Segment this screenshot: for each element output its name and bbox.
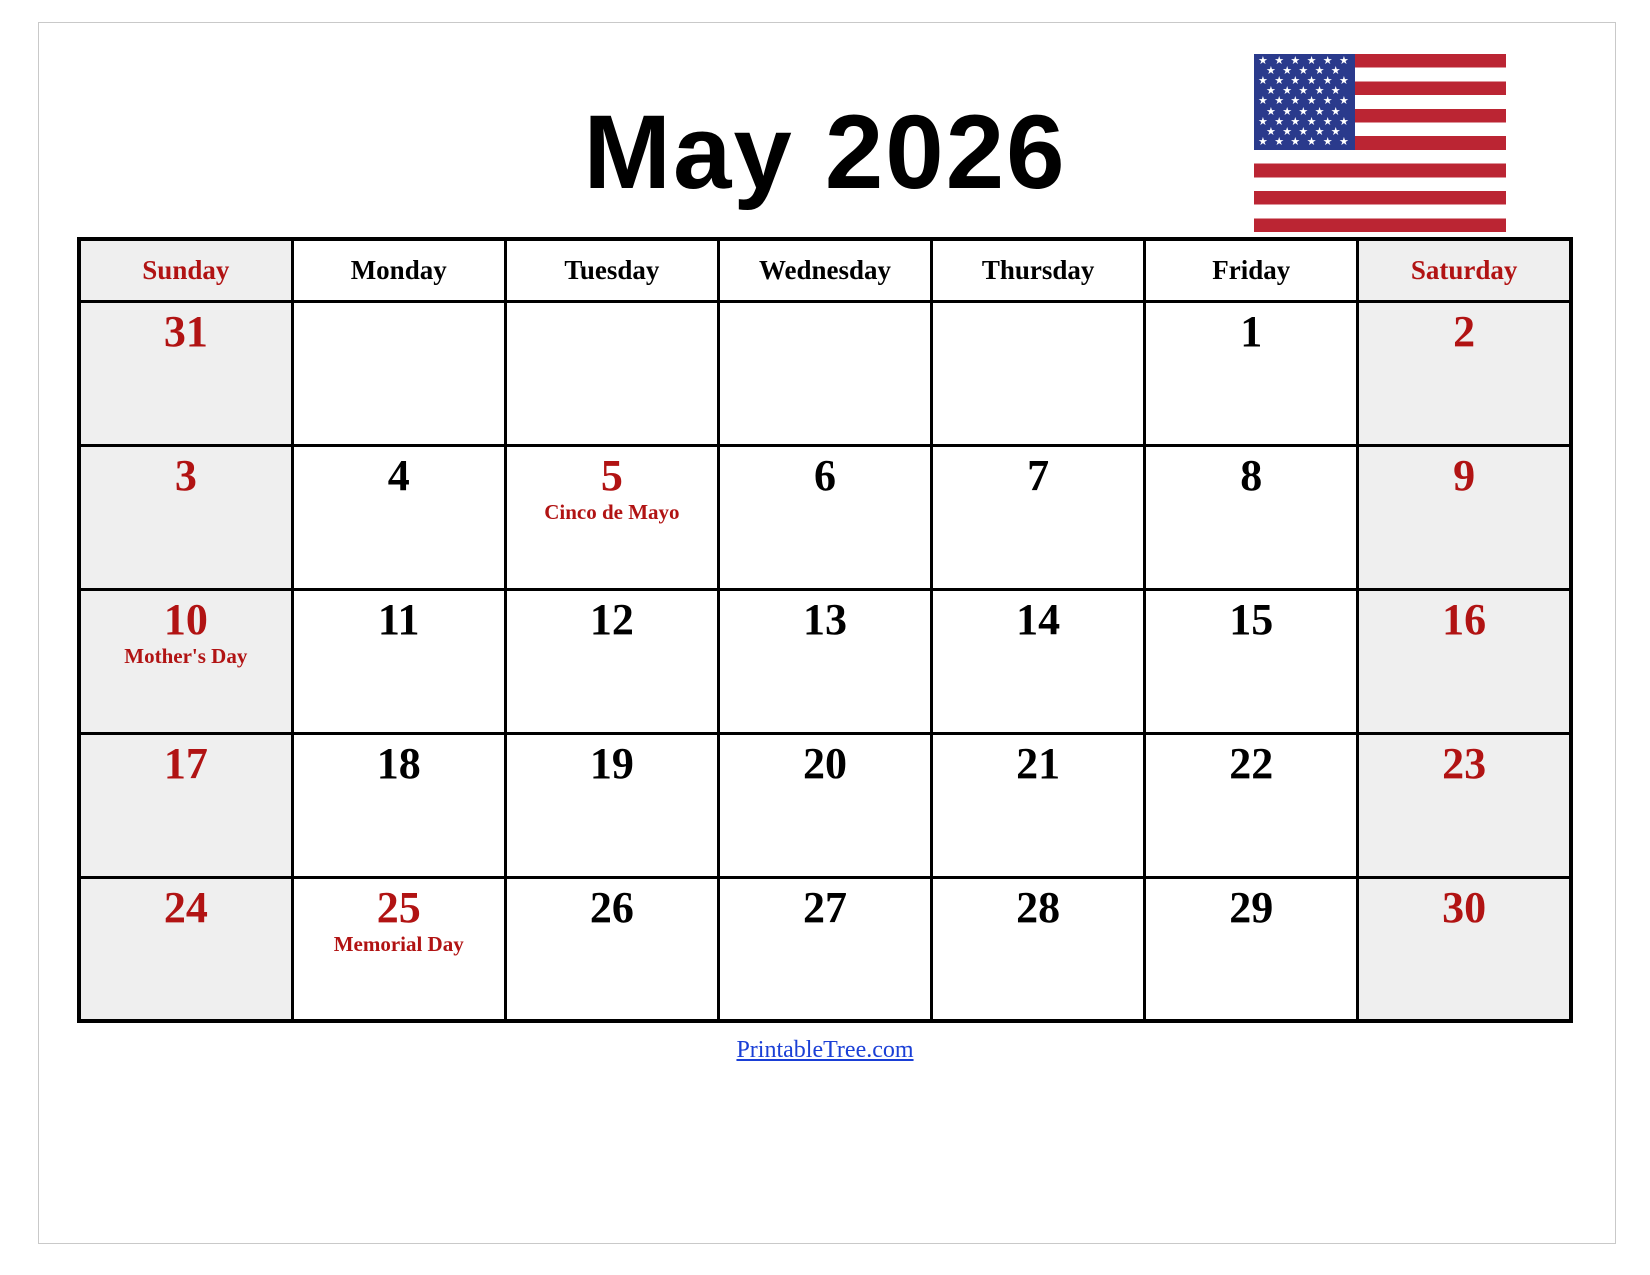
day-number: 10: [163, 594, 208, 644]
day-number: 22: [1229, 738, 1274, 788]
day-number: 12: [589, 594, 634, 644]
weekday-header-monday: Monday: [292, 239, 505, 301]
holiday-label: Cinco de Mayo: [544, 499, 680, 524]
calendar-week-row: [79, 877, 1571, 1021]
day-number: 20: [802, 738, 847, 788]
calendar-day-cell[interactable]: [292, 445, 505, 589]
day-number: 11: [377, 594, 420, 644]
calendar-day-cell[interactable]: [1358, 445, 1571, 589]
calendar-day-cell[interactable]: [718, 733, 931, 877]
weekday-header-wednesday: Wednesday: [718, 239, 931, 301]
calendar-day-cell[interactable]: [1358, 733, 1571, 877]
calendar-week-row: [79, 589, 1571, 733]
calendar-day-cell[interactable]: [718, 589, 931, 733]
day-number: 23: [1442, 738, 1487, 788]
page-title: May 2026: [583, 94, 1067, 211]
calendar-day-cell[interactable]: [292, 733, 505, 877]
calendar-day-cell[interactable]: [1145, 733, 1358, 877]
day-number: 24: [163, 882, 208, 932]
printabletree-link[interactable]: PrintableTree.com: [736, 1037, 914, 1063]
calendar-day-cell[interactable]: [1358, 301, 1571, 445]
day-number: 29: [1229, 882, 1274, 932]
weekday-header-sunday: Sunday: [79, 239, 292, 301]
calendar-day-cell[interactable]: [505, 301, 718, 445]
day-number: 25: [376, 882, 421, 932]
calendar-week-row: [79, 445, 1571, 589]
footer: [28, 1037, 1622, 1064]
weekday-header-friday: Friday: [1145, 239, 1358, 301]
day-number: 7: [1027, 450, 1050, 500]
day-number: 16: [1442, 594, 1487, 644]
day-number: 26: [589, 882, 634, 932]
day-number: 31: [163, 306, 208, 356]
calendar-day-cell[interactable]: [292, 589, 505, 733]
calendar-day-cell[interactable]: [718, 445, 931, 589]
day-number: 5: [600, 450, 623, 500]
day-number: 14: [1016, 594, 1061, 644]
day-number: 6: [813, 450, 836, 500]
us-flag-icon: [1254, 54, 1506, 232]
calendar-day-cell[interactable]: [932, 877, 1145, 1021]
calendar-weekday-header-row: [79, 239, 1571, 301]
calendar-day-cell[interactable]: [79, 733, 292, 877]
calendar-day-cell[interactable]: [1358, 877, 1571, 1021]
day-number: 4: [387, 450, 410, 500]
weekday-header-thursday: Thursday: [932, 239, 1145, 301]
day-number: 30: [1442, 882, 1487, 932]
calendar-day-cell[interactable]: [932, 733, 1145, 877]
flag-stars: ★ ★ ★ ★ ★ ★ ★ ★ ★ ★ ★ ★ ★ ★ ★ ★ ★ ★ ★ ★ ★ ★ ★ ★ ★ ★ ★ ★ ★ ★ ★ ★ ★ ★ ★ ★ ★ ★ ★ ★ ★ ★ ★ ★ ★ ★ ★ ★ ★ ★: [1258, 53, 1349, 149]
weekday-header-saturday: Saturday: [1358, 239, 1571, 301]
day-number: 17: [163, 738, 208, 788]
day-number: 1: [1240, 306, 1263, 356]
calendar-day-cell[interactable]: [1358, 589, 1571, 733]
calendar-day-cell[interactable]: [505, 589, 718, 733]
calendar-day-cell[interactable]: [1145, 445, 1358, 589]
calendar-day-cell[interactable]: [292, 877, 505, 1021]
calendar-day-cell[interactable]: [932, 445, 1145, 589]
calendar-day-cell[interactable]: [292, 301, 505, 445]
calendar-day-cell[interactable]: [932, 589, 1145, 733]
calendar-day-cell[interactable]: [79, 301, 292, 445]
calendar-day-cell[interactable]: [718, 877, 931, 1021]
calendar-week-row: [79, 301, 1571, 445]
calendar-body: [79, 301, 1571, 1021]
day-number: 2: [1453, 306, 1476, 356]
calendar-week-row: [79, 733, 1571, 877]
calendar-day-cell[interactable]: [79, 589, 292, 733]
day-number: 27: [802, 882, 847, 932]
calendar-day-cell[interactable]: [1145, 301, 1358, 445]
calendar-day-cell[interactable]: [79, 445, 292, 589]
day-number: 8: [1240, 450, 1263, 500]
calendar-day-cell[interactable]: [505, 445, 718, 589]
holiday-label: Memorial Day: [333, 931, 464, 956]
calendar-day-cell[interactable]: [505, 877, 718, 1021]
day-number: 3: [174, 450, 197, 500]
day-number: 19: [589, 738, 634, 788]
calendar-day-cell[interactable]: [505, 733, 718, 877]
weekday-header-tuesday: Tuesday: [505, 239, 718, 301]
calendar-day-cell[interactable]: [79, 877, 292, 1021]
day-number: 15: [1229, 594, 1274, 644]
day-number: 28: [1016, 882, 1061, 932]
day-number: 9: [1453, 450, 1476, 500]
day-number: 21: [1016, 738, 1061, 788]
holiday-label: Mother's Day: [124, 643, 248, 668]
calendar-header: [28, 22, 1622, 237]
day-number: 13: [802, 594, 847, 644]
calendar-day-cell[interactable]: [932, 301, 1145, 445]
calendar-table: [77, 237, 1573, 1023]
calendar-day-cell[interactable]: [718, 301, 931, 445]
calendar-day-cell[interactable]: [1145, 589, 1358, 733]
calendar-day-cell[interactable]: [1145, 877, 1358, 1021]
day-number: 18: [376, 738, 421, 788]
